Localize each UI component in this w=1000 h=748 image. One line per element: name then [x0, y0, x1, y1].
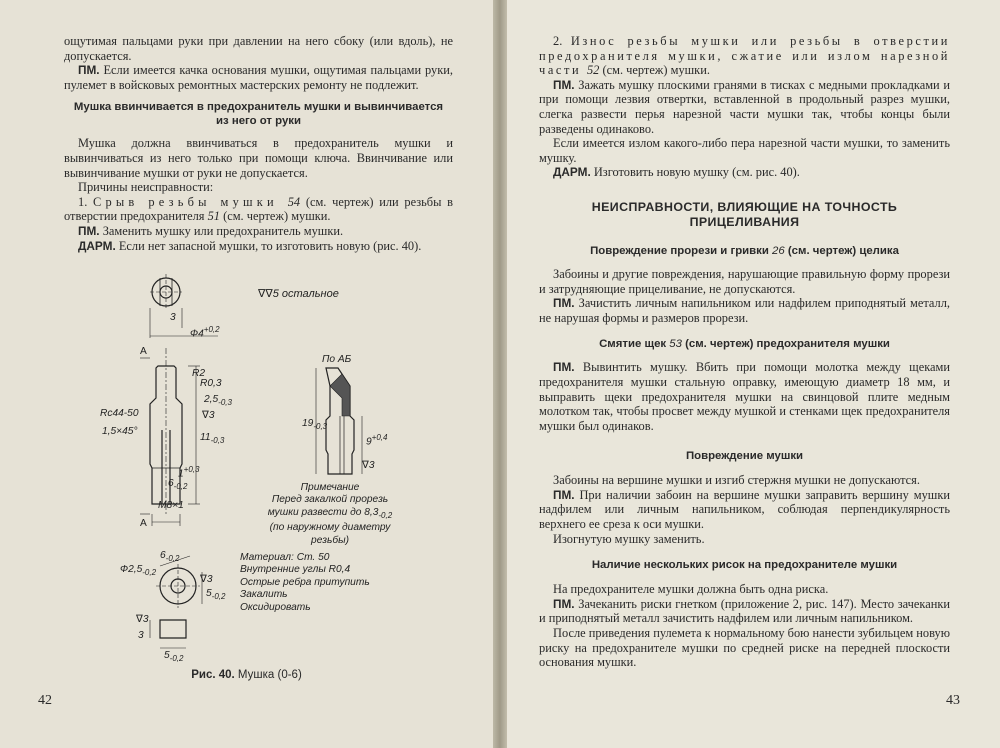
- section-heading: Повреждение мушки: [685, 450, 804, 463]
- material-line: Оксидировать: [240, 601, 311, 613]
- text-run: 2.: [553, 34, 571, 48]
- text-run: (см. чертеж) мушки.: [219, 209, 331, 224]
- dimension-label: [164, 650, 183, 665]
- paragraph: ощутимая пальцами руки при давлении на него сбоку (или вдоль), не допускается.: [64, 34, 453, 63]
- paragraph-text: Изготовить новую мушку (см. рис. 40).: [590, 165, 800, 180]
- heading-text: (см. чертеж) целика: [784, 244, 899, 257]
- dim-value: 9: [366, 436, 372, 448]
- material-line: Острые ребра притупить: [240, 576, 370, 588]
- label: ПМ.: [553, 487, 575, 502]
- roughness-symbol: ∇3: [362, 460, 375, 471]
- section-heading: из него от руки: [215, 115, 302, 128]
- dimension-label: R0,3: [200, 378, 222, 389]
- section-label: А: [140, 518, 147, 529]
- dimension-label: [366, 432, 387, 449]
- dim-tolerance: -0,2: [165, 554, 180, 564]
- spaced-text: Срыв резьбы мушки: [93, 194, 288, 209]
- heading-text: Смятие щек: [599, 338, 670, 351]
- dim-tolerance: +0,3: [183, 465, 200, 474]
- roughness-symbol: ∇3: [136, 614, 149, 625]
- dim-value: Ф4: [190, 328, 204, 340]
- roughness-symbol: ∇3: [202, 410, 215, 421]
- paragraph: [64, 224, 453, 239]
- section-label: А: [140, 346, 147, 357]
- ref-number: 26: [772, 244, 785, 257]
- dimension-label: Rc44-50: [100, 408, 139, 419]
- material-line: Внутренние углы R0,4: [240, 564, 351, 576]
- label: ПМ.: [78, 223, 100, 238]
- note-line: Перед закалкой прорезь: [271, 494, 389, 506]
- text-run: (см. чертеж) или резьбы в отверстии предохранителя: [64, 194, 454, 224]
- note-line: (по наружному диаметру: [269, 522, 391, 534]
- note-text: мушки развести до 8,3: [267, 506, 379, 518]
- dimension-label: R2: [192, 368, 206, 379]
- text-run: (см. чертеж) мушки.: [599, 63, 710, 78]
- note-tolerance: -0,2: [378, 510, 393, 520]
- dim-value: 1: [178, 468, 184, 480]
- dim-tolerance: -0,2: [169, 654, 184, 664]
- dimension-label: [200, 432, 224, 447]
- dim-value: 2,5: [204, 394, 219, 405]
- material-line: Закалить: [240, 589, 288, 601]
- dim-value: 5: [164, 650, 170, 661]
- right-page: [507, 0, 1000, 748]
- dim-tolerance: +0,4: [371, 433, 388, 442]
- paragraph-text: Заменить мушку или предохранитель мушки.: [99, 223, 344, 238]
- paragraph: [539, 360, 950, 433]
- paragraph: [539, 34, 950, 78]
- dimension-label: [204, 394, 232, 409]
- caption-text: Мушка (0-6): [234, 669, 302, 681]
- dim-tolerance: -0,2: [211, 592, 226, 602]
- paragraph: [64, 63, 453, 92]
- paragraph: Мушка должна ввинчиваться в предохранитель мушки и вывинчиваться из него только при помощи ключа. Ввинчивание или вывинчивание мушки от руки не допускается.: [64, 136, 453, 180]
- label: ПМ.: [553, 596, 575, 611]
- paragraph-text: При наличии забоин на вершине мушки заправить вершину мушки надфилем или личным напильником, соблюдая перпендикулярность верхнего ее среза к оси мушки.: [539, 487, 950, 532]
- ref-number: 53: [669, 338, 682, 351]
- label: ПМ.: [553, 296, 575, 311]
- paragraph: Если имеется излом какого-либо пера нарезной части мушки, то заменить мушку.: [539, 136, 950, 165]
- spaced-text: Износ резьбы мушки или резьбы в отверстии предохранителя мушки, сжатие или излом нарезной части: [539, 34, 950, 78]
- dim-value: 6: [160, 550, 166, 561]
- paragraph: На предохранителе мушки должна быть одна риска.: [553, 582, 829, 597]
- note-line: [240, 507, 420, 522]
- dimension-label: М8×1: [158, 500, 184, 511]
- book-spine: [493, 0, 507, 748]
- profile-outline: [160, 620, 186, 638]
- chapter-heading: ПРИЦЕЛИВАНИЯ: [689, 214, 800, 229]
- heading-text: (см. чертеж) предохранителя мушки: [681, 338, 890, 351]
- dim-tolerance: -0,2: [173, 482, 188, 492]
- paragraph: Причины неисправности:: [78, 180, 214, 195]
- roughness-note: ∇∇5 остальное: [258, 288, 339, 300]
- dimension-label: 3: [170, 312, 176, 323]
- chapter-heading: НЕИСПРАВНОСТИ, ВЛИЯЮЩИЕ НА ТОЧНОСТЬ: [591, 199, 898, 214]
- paragraph: Забоины на вершине мушки и изгиб стержня мушки не допускаются.: [553, 473, 920, 488]
- dim-tolerance: +0,2: [203, 325, 220, 334]
- dimension-label: 1,5×45°: [102, 426, 138, 437]
- section-heading: Наличие нескольких рисок на предохранителе мушки: [591, 559, 898, 572]
- caption-label: Рис. 40.: [191, 669, 235, 681]
- dim-value: 19: [302, 418, 314, 429]
- paragraph: [539, 488, 950, 532]
- note-line: резьбы): [311, 534, 349, 546]
- dim-tolerance: -0,3: [210, 436, 225, 446]
- text-run: 1.: [78, 194, 94, 209]
- section-heading: [539, 244, 950, 258]
- label: ДАРМ.: [553, 165, 591, 180]
- paragraph: Забоины и другие повреждения, нарушающие правильную форму прорези и затрудняющие прицеливание, не допускаются.: [539, 266, 950, 296]
- paragraph: [539, 78, 950, 136]
- ref-number: 52: [586, 63, 600, 78]
- roughness-symbol: ∇3: [200, 574, 213, 585]
- dim-value: 6: [168, 478, 174, 489]
- dimension-label: [160, 550, 179, 565]
- label: ДАРМ.: [78, 238, 116, 253]
- dim-tolerance: -0,2: [142, 568, 157, 578]
- paragraph-text: Если имеется качка основания мушки, ощутимая пальцами руки, пулемет в войсковых ремонтных мастерских ремонту не подлежит.: [64, 63, 453, 92]
- paragraph-text: Зачистить личным напильником или надфилем приподнятый металл, не нарушая формы и размеров прорези.: [539, 296, 950, 325]
- paragraph: Изогнутую мушку заменить.: [553, 531, 705, 546]
- dimension-label: [168, 478, 187, 493]
- section-heading: Мушка ввинчивается в предохранитель мушки и вывинчивается: [73, 101, 444, 114]
- paragraph: [539, 165, 950, 180]
- paragraph-text: Зачеканить риски гнетком (приложение 2, рис. 147). Место зачеканки и приподнятый металл зачистить надфилем или личным напильником.: [539, 596, 950, 626]
- section-title: По АБ: [322, 354, 352, 365]
- dimension-label: [206, 588, 225, 603]
- paragraph: После приведения пулемета к нормальному бою нанести зубильцем новую риску на предохранителе мушки по средней риске на передней плоскости основания мушки.: [539, 626, 950, 670]
- dimension-label: [120, 564, 156, 579]
- section-heading: [539, 337, 950, 351]
- page-number: 42: [38, 693, 52, 708]
- dimension-label: [190, 324, 220, 341]
- dim-value: 5: [206, 588, 212, 599]
- heading-text: Повреждение прорези и гривки: [590, 244, 773, 257]
- ref-number: 54: [287, 194, 301, 209]
- label: ПМ.: [78, 63, 100, 78]
- page-number: 43: [946, 693, 960, 708]
- figure-caption: [0, 669, 493, 681]
- label: ПМ.: [553, 77, 575, 92]
- paragraph: [539, 597, 950, 626]
- figure-note: [240, 482, 420, 547]
- technical-drawing: [100, 268, 470, 668]
- paragraph-text: Зажать мушку плоскими гранями в тисках с медными прокладками и при помощи лезвия отвертки, вставленной в продольный разрез мушки, слегка развести перья нарезной части мушки так, чтобы концы были разведены одинаково.: [539, 77, 950, 136]
- paragraph: [539, 296, 950, 325]
- paragraph: [64, 195, 453, 224]
- paragraph: [64, 239, 453, 254]
- ref-number: 51: [207, 209, 220, 224]
- note-title: Примечание: [300, 482, 360, 493]
- paragraph-text: Вывинтить мушку. Вбить при помощи молотка между щеками предохранителя мушки стальную оправку, имеющую диаметр 18 мм, и выправить щеки предохранителя мушки на свинцовой плите медным молотком так, чтобы просвет между мушкой и стенками щек предохранителя мушки был одинаков.: [539, 360, 950, 433]
- label: ПМ.: [553, 360, 575, 375]
- section-hatch: [330, 374, 350, 416]
- dim-value: 11: [200, 432, 211, 443]
- material-notes: [240, 552, 370, 614]
- paragraph-text: Если нет запасной мушки, то изготовить новую (рис. 40).: [115, 238, 422, 253]
- material-line: Материал: Ст. 50: [240, 552, 330, 563]
- dimension-label: 3: [138, 630, 144, 641]
- dim-value: Ф2,5: [120, 564, 143, 575]
- dim-tolerance: -0,3: [313, 422, 328, 432]
- dim-tolerance: -0,3: [218, 398, 232, 408]
- dimension-label: [302, 418, 327, 433]
